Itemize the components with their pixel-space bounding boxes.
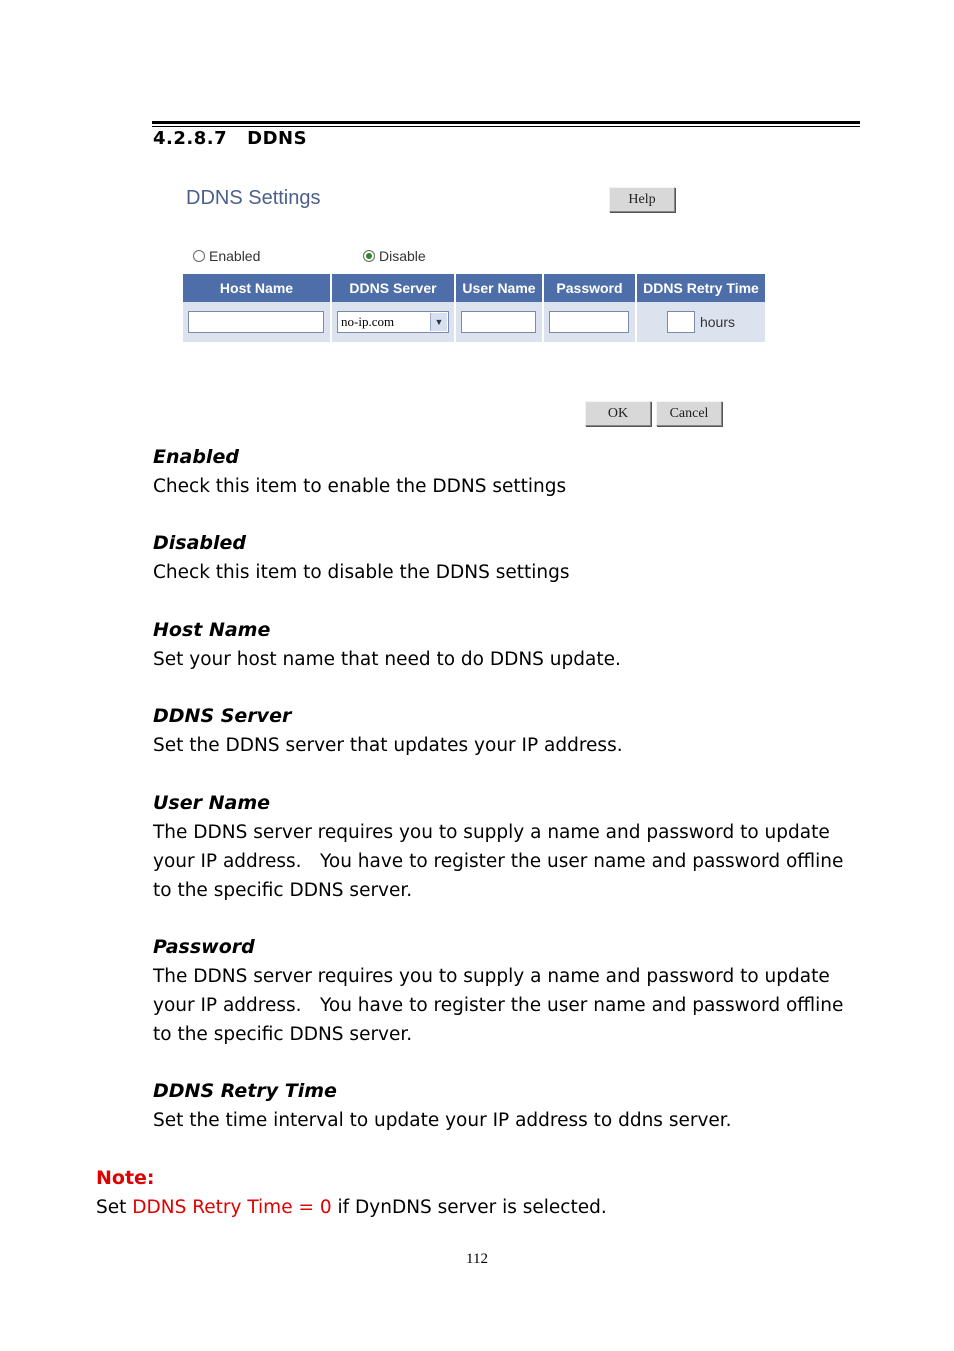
ddns-table-header — [183, 274, 765, 302]
page-number: 112 — [466, 1251, 488, 1267]
item-desc: Check this item to disable the DDNS settings — [153, 562, 570, 583]
item-desc-line: your IP address. You have to register the user name and password offline — [153, 995, 844, 1016]
retry-time-input[interactable] — [667, 311, 695, 333]
cell-host-name — [183, 302, 331, 342]
radio-disable[interactable] — [363, 248, 426, 264]
ok-button[interactable]: OK — [585, 401, 651, 426]
item-password — [153, 933, 863, 1049]
radio-enabled-circle[interactable] — [193, 250, 205, 262]
ddns-settings-title: DDNS Settings — [186, 187, 321, 209]
radio-enabled[interactable] — [193, 248, 260, 264]
section-title: DDNS — [247, 128, 308, 149]
col-ddns-server: DDNS Server — [331, 274, 455, 302]
help-button[interactable]: Help — [609, 187, 675, 212]
top-rule — [152, 121, 860, 124]
note-block — [96, 1164, 607, 1222]
item-term: DDNS Retry Time — [153, 1080, 337, 1102]
cell-password — [543, 302, 636, 342]
item-term: Password — [153, 936, 255, 958]
item-desc-line: The DDNS server requires you to supply a name and password to update — [153, 966, 830, 987]
item-enabled — [153, 443, 863, 501]
chevron-down-icon[interactable]: ▼ — [430, 313, 447, 331]
note-highlight: DDNS Retry Time = 0 — [132, 1197, 332, 1218]
item-term: Disabled — [153, 532, 247, 554]
cell-retry-time — [636, 302, 765, 342]
col-user-name: User Name — [455, 274, 543, 302]
item-host-name — [153, 616, 863, 674]
note-prefix: Set — [96, 1197, 133, 1218]
user-name-input[interactable] — [461, 311, 536, 333]
ddns-table-row — [183, 302, 765, 342]
item-user-name — [153, 789, 863, 905]
item-desc-line: to the specific DDNS server. — [153, 880, 413, 901]
item-desc: Set the DDNS server that updates your IP address. — [153, 735, 623, 756]
hours-label: hours — [699, 314, 736, 330]
item-disabled — [153, 529, 863, 587]
item-term: Host Name — [153, 619, 271, 641]
section-heading — [153, 128, 307, 149]
ddns-server-select[interactable] — [337, 311, 449, 333]
item-desc: Set your host name that need to do DDNS update. — [153, 649, 621, 670]
item-term: Enabled — [153, 446, 239, 468]
ddns-table — [183, 274, 765, 342]
col-password: Password — [543, 274, 636, 302]
cancel-button[interactable]: Cancel — [656, 401, 722, 426]
item-desc-line: The DDNS server requires you to supply a name and password to update — [153, 822, 830, 843]
col-host-name: Host Name — [183, 274, 331, 302]
item-term: DDNS Server — [153, 705, 292, 727]
top-rule-thin — [152, 126, 860, 127]
ddns-server-value: no-ip.com — [341, 314, 395, 329]
col-ddns-retry-time: DDNS Retry Time — [636, 274, 765, 302]
radio-enabled-label: Enabled — [209, 248, 261, 264]
item-desc: Check this item to enable the DDNS settings — [153, 476, 567, 497]
item-desc: Set the time interval to update your IP address to ddns server. — [153, 1110, 732, 1131]
host-name-input[interactable] — [188, 311, 324, 333]
item-term: User Name — [153, 792, 271, 814]
radio-disable-label: Disable — [379, 248, 426, 264]
section-number: 4.2.8.7 — [153, 128, 228, 149]
password-input[interactable] — [549, 311, 629, 333]
item-desc-line: your IP address. You have to register the user name and password offline — [153, 851, 844, 872]
radio-disable-circle[interactable] — [363, 250, 375, 262]
cell-ddns-server — [331, 302, 455, 342]
note-suffix: if DynDNS server is selected. — [331, 1197, 607, 1218]
note-label: Note: — [96, 1167, 155, 1189]
cell-user-name — [455, 302, 543, 342]
item-ddns-retry-time — [153, 1077, 863, 1135]
note-text — [96, 1193, 607, 1222]
item-desc-line: to the specific DDNS server. — [153, 1024, 413, 1045]
item-ddns-server — [153, 702, 863, 760]
